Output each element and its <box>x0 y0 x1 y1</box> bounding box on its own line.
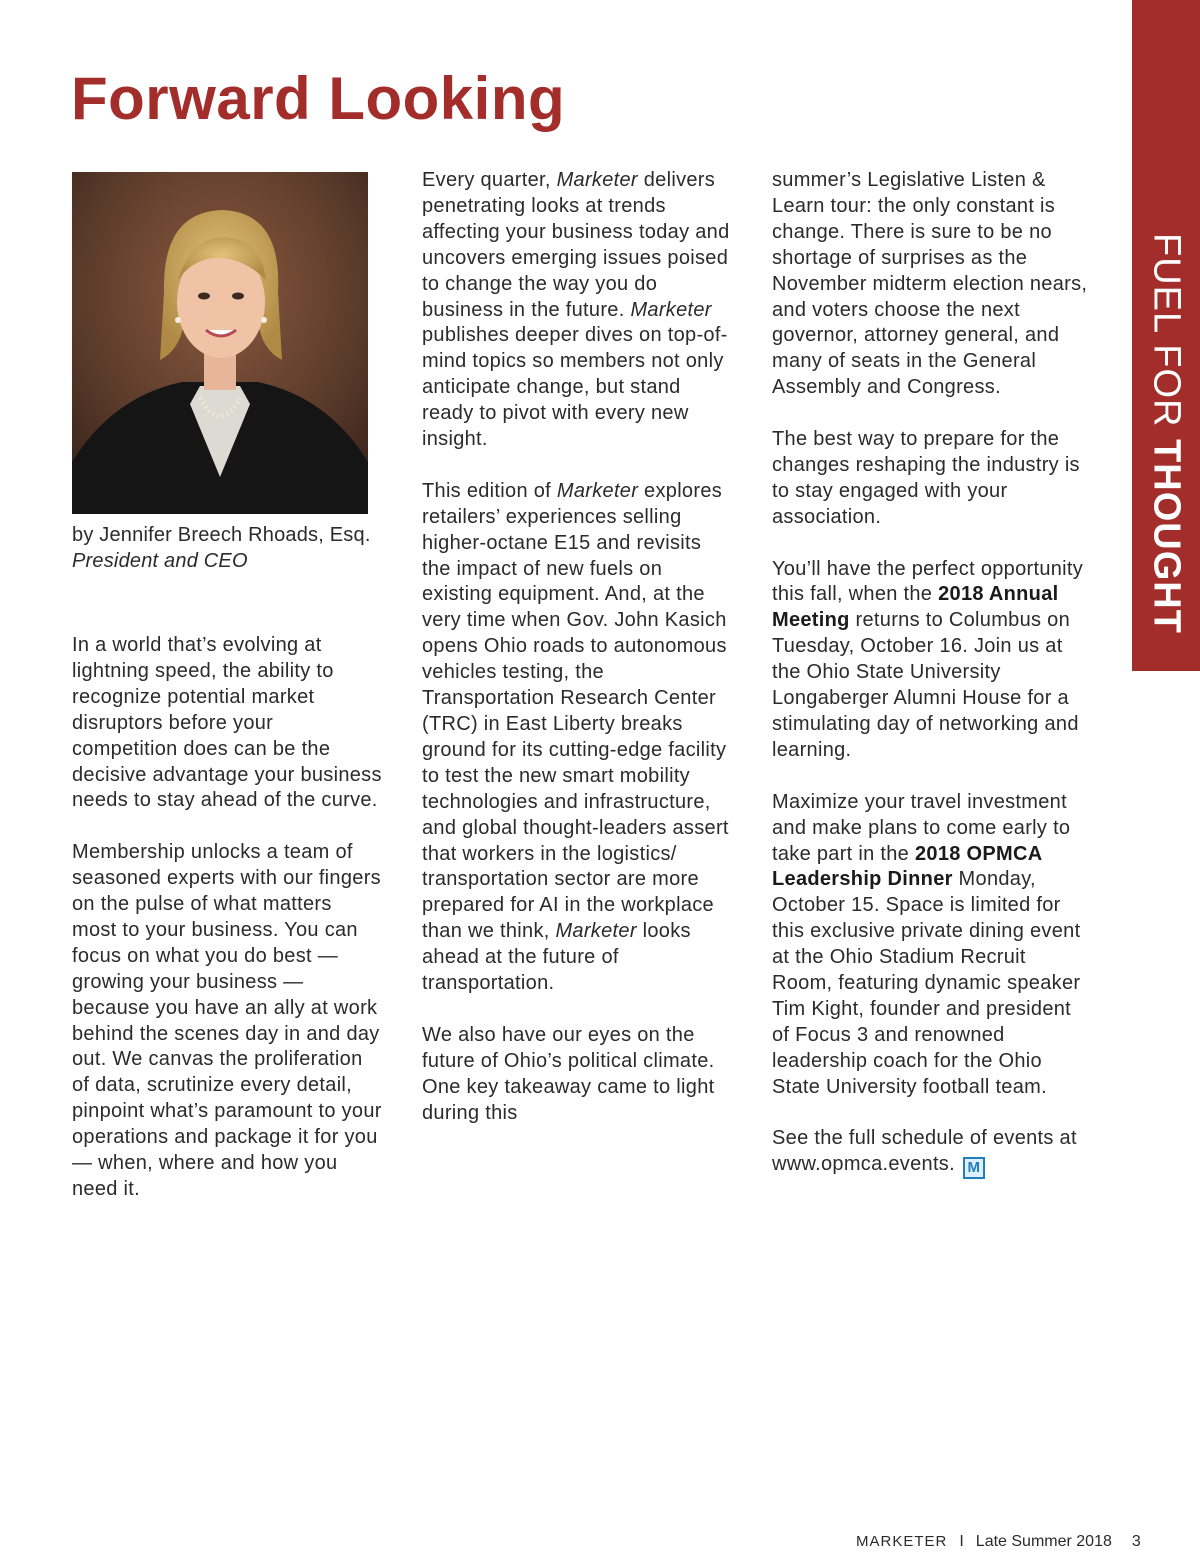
event-name: 2018 OPMCA Leadership Dinner <box>772 842 1042 891</box>
text-span: looks ahead at the future of transportation. <box>422 920 691 995</box>
text-span: Every quarter, <box>422 169 557 191</box>
page-title: Forward Looking <box>71 65 566 132</box>
byline <box>72 522 402 574</box>
page-number: 3 <box>1131 1533 1141 1550</box>
footer-separator: I <box>959 1533 964 1550</box>
paragraph: summer’s Legislative Listen & Learn tour: the only constant is change. There is sure to be no shortage of surprises as the November midterm election nears, and voters choose the next governor, attorney general, and many of seats in the General Assembly and Congress. <box>772 169 1088 399</box>
paragraph <box>422 168 732 453</box>
text-span: This edition of <box>422 479 557 502</box>
author-portrait-image <box>72 172 368 514</box>
publication-name: Marketer <box>556 169 638 191</box>
text-span: returns to Columbus on Tuesday, October 16. Join us at the Ohio State University Longaberger Alumni House for a stimulating day of networking and learning. <box>772 609 1079 761</box>
paragraph <box>422 479 732 997</box>
text-span: delivers penetrating looks at trends affecting your business today and uncovers emerging issues poised to change the way you do business in the future. <box>422 169 730 321</box>
paragraph: Membership unlocks a team of seasoned experts with our fingers on the pulse of what matters most to your business. You can focus on what you do best — growing your business — because you have an ally at work behind the scenes day in and day out. We canvas the proliferation of data, scrutinize every detail, pinpoint what’s paramount to your operations and package it for you — when, where and how you need it. <box>72 841 382 1201</box>
marketer-end-mark-icon: M <box>963 1157 985 1179</box>
section-tab-label-bold: THOUGHT <box>1145 439 1188 634</box>
paragraph: The best way to prepare for the changes reshaping the industry is to stay engaged with your association. <box>772 428 1080 528</box>
byline-author: by Jennifer Breech Rhoads, Esq. <box>72 524 371 546</box>
footer-brand: MARKETER <box>856 1533 948 1550</box>
events-link[interactable]: See the full schedule of events at www.opmca.events. <box>772 1127 1077 1176</box>
section-tab-label <box>1145 233 1188 634</box>
text-span: You’ll have the perfect opportunity this fall, when the <box>772 557 1084 606</box>
article-column-2 <box>422 168 732 1152</box>
text-span: Maximize your travel investment and make plans to come early to take part in the <box>772 790 1071 865</box>
text-span: publishes deeper dives on top-of-mind topics so members not only anticipate change, but stand ready to pivot with every new insight. <box>422 324 728 451</box>
page-footer <box>856 1533 1166 1551</box>
paragraph: In a world that’s evolving at lightning speed, the ability to recognize potential market disruptors before your competition does can be the decisive advantage your business needs to stay ahead of the curve. <box>72 634 382 812</box>
article-column-3 <box>772 168 1092 1205</box>
article-column-1 <box>72 633 382 1229</box>
paragraph <box>772 557 1092 764</box>
publication-name: Marketer <box>556 479 639 502</box>
publication-name: Marketer <box>630 298 712 321</box>
paragraph <box>772 790 1092 1101</box>
publication-name: Marketer <box>555 920 637 943</box>
author-portrait <box>72 172 368 514</box>
text-span: explores retailers’ experiences selling higher-octane E15 and revisits the impact of new fuels on existing equipment. And, at the very time when Gov. John Kasich opens Ohio roads to autonomous vehicles testing, the Transportation Research Center (TRC) in East Liberty breaks ground for its cutting-edge facility to test the new smart mobility technologies and infrastructure, and global thought-leaders assert that workers in the logistics/ transportation sector are more prepared for AI in the workplace than we think, <box>422 479 729 943</box>
byline-role: President and CEO <box>72 550 248 572</box>
paragraph <box>772 1126 1092 1179</box>
text-span: Monday, October 15. Space is limited for this exclusive private dining event at the Ohio Stadium Recruit Room, featuring dynamic speaker Tim Kight, founder and president of Focus 3 and renowned leadership coach for the Ohio State University football team. <box>772 868 1081 1098</box>
paragraph: We also have our eyes on the future of Ohio’s political climate. One key takeaway came to light during this <box>422 1023 715 1124</box>
footer-issue: Late Summer 2018 <box>975 1533 1112 1550</box>
section-tab-label-light: FUEL FOR <box>1145 233 1188 440</box>
event-name: 2018 Annual Meeting <box>772 583 1059 632</box>
